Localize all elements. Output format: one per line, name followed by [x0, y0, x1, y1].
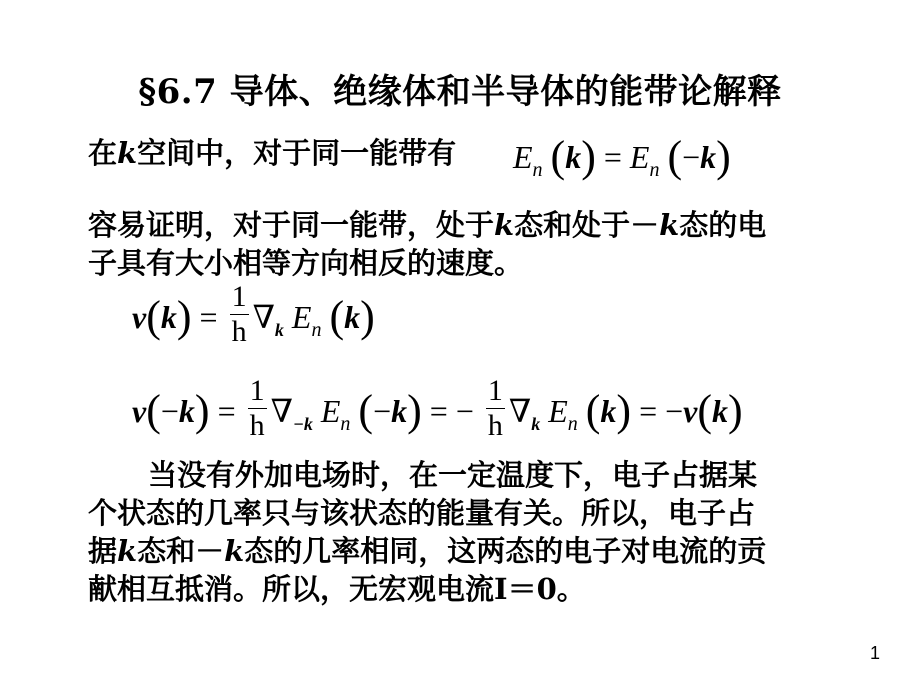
eq2-fraction: [230, 280, 249, 349]
paragraph-no-current: [88, 456, 766, 608]
para1-part-b: 态和处于－: [514, 208, 660, 242]
eq2-E: E: [291, 298, 312, 335]
eq3-paren-open-2: (: [358, 385, 374, 435]
equation-velocity-negative-k: [132, 374, 743, 449]
para1-part-a: 容易证明，对于同一能带，处于: [88, 208, 495, 242]
eq3-minus-2: −: [373, 392, 392, 429]
eq3-denominator: h: [249, 409, 265, 442]
eq3-numerator-2: 1: [487, 374, 503, 407]
eq3-equals-minus-2: = −: [639, 392, 684, 429]
equation-velocity: [132, 280, 375, 355]
eq2-equals: =: [199, 298, 218, 335]
eq3-fraction: [248, 374, 267, 443]
eq2-paren-close-2: ): [360, 291, 375, 341]
para2-line3-a: 据: [88, 534, 118, 568]
eq3-denominator-2: h: [487, 409, 503, 442]
para1-k1: k: [494, 208, 515, 242]
eq2-sub-n: n: [311, 318, 322, 341]
para2-line-2: 个状态的几率只与该状态的能量有关。所以，电子占: [88, 496, 756, 530]
eq-k: k: [565, 139, 582, 175]
slide-title: §6.7 导体、绝缘体和半导体的能带论解释: [138, 72, 782, 112]
eq3-paren-close-2: ): [407, 385, 422, 435]
eq-sub-n-2: n: [649, 159, 660, 181]
eq3-equals: =: [217, 392, 236, 429]
para2-line3-k1: k: [117, 534, 138, 568]
eq2-numerator: 1: [231, 280, 247, 313]
eq3-k-2: k: [391, 392, 408, 429]
eq2-k-2: k: [344, 298, 361, 335]
eq3-k-4: k: [712, 392, 729, 429]
paragraph-line-2: 子具有大小相等方向相反的速度。: [88, 246, 524, 280]
para2-line3-c: 态的几率相同，这两态的电子对电流的贡: [244, 534, 767, 568]
para2-line-3: [88, 532, 766, 570]
eq2-paren-open-2: (: [329, 291, 345, 341]
eq3-nabla-sub-k-2: k: [531, 413, 541, 434]
eq3-sub-n: n: [340, 412, 351, 435]
eq3-numerator: 1: [249, 374, 265, 407]
eq3-paren-close-3: ): [616, 385, 632, 435]
eq-E: E: [513, 139, 533, 175]
eq3-paren-close-4: ): [728, 385, 743, 435]
para1-part-c: 态的电: [679, 208, 767, 242]
statement-prefix: 在: [88, 136, 118, 170]
paren-close-2: ): [716, 132, 731, 181]
eq3-v-2: v: [683, 392, 698, 429]
eq3-paren-open-4: (: [697, 385, 713, 435]
eq3-nabla-symbol: ∇: [270, 392, 293, 429]
eq3-E: E: [320, 392, 341, 429]
eq2-v: v: [132, 298, 147, 335]
eq2-nabla-sub-k: k: [274, 319, 284, 340]
eq3-paren-close: ): [194, 385, 210, 435]
eq3-nabla-sub: [293, 414, 313, 434]
eq3-minus: −: [160, 392, 179, 429]
paren-open: (: [550, 132, 566, 181]
paragraph-velocity-intro: [88, 206, 766, 282]
eq-E-2: E: [629, 139, 650, 175]
eq3-nabla-sub-k: k: [303, 413, 313, 434]
eq-equals: =: [603, 139, 622, 175]
eq2-denominator: h: [231, 315, 247, 348]
eq3-paren-open: (: [146, 385, 161, 435]
para2-line-4: 献相互抵消。所以，无宏观电流I＝0。: [88, 572, 586, 606]
para2-line-1: 当没有外加电场时，在一定温度下，电子占据某: [148, 458, 758, 492]
k-space-statement: [88, 134, 456, 172]
eq3-sub-n-2: n: [567, 412, 578, 435]
eq-sub-n: n: [532, 159, 543, 181]
eq3-fraction-2: [486, 374, 505, 443]
equation-energy-symmetry: [513, 128, 731, 179]
eq-k-2: k: [700, 139, 717, 175]
statement-suffix: 空间中，对于同一能带有: [137, 136, 457, 170]
paren-close: ): [581, 132, 596, 181]
paren-open-2: (: [667, 132, 683, 181]
para2-line3-b: 态和－: [137, 534, 225, 568]
para2-line3-k2: k: [224, 534, 245, 568]
nabla-symbol: ∇: [252, 298, 275, 335]
eq-minus: −: [682, 139, 701, 175]
eq2-paren-close: ): [176, 291, 192, 341]
eq3-paren-open-3: (: [585, 385, 601, 435]
page-number: 1: [869, 643, 880, 663]
eq3-k: k: [178, 392, 195, 429]
eq3-nabla-sub-minus: −: [292, 413, 304, 434]
eq2-paren-open: (: [146, 291, 161, 341]
eq3-nabla-symbol-2: ∇: [508, 392, 532, 429]
para1-k2: k: [659, 208, 680, 242]
eq3-k-3: k: [600, 392, 617, 429]
paragraph-line-1: [88, 206, 766, 244]
eq2-k: k: [160, 298, 177, 335]
eq3-E-2: E: [548, 392, 568, 429]
k-symbol: k: [117, 136, 138, 170]
eq3-equals-minus: = −: [429, 392, 474, 429]
eq3-v: v: [132, 392, 147, 429]
